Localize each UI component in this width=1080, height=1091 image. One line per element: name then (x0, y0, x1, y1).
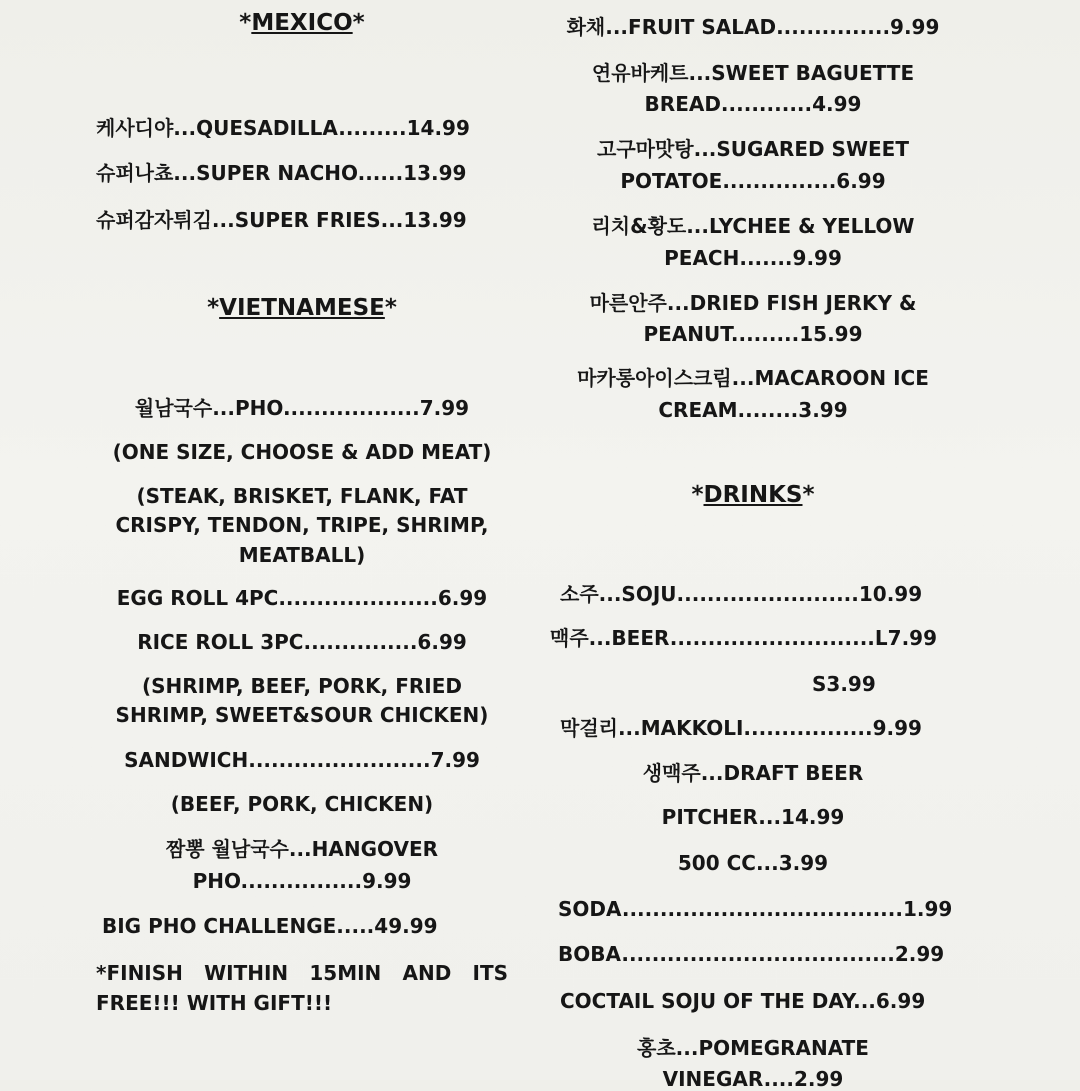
menu-item-super-fries: 슈퍼감자튀김...SUPER FRIES...13.99 (96, 208, 467, 232)
drink-pomegranate-vinegar-2: VINEGAR....2.99 (662, 1067, 844, 1091)
menu-item-sandwich: SANDWICH........................7.99 (124, 748, 480, 772)
menu-item-lychee-2: PEACH.......9.99 (664, 246, 842, 270)
menu-item-fish-jerky-2: PEANUT.........15.99 (643, 322, 863, 346)
vietnamese-heading: *VIETNAMESE* (207, 295, 397, 321)
drink-pitcher: PITCHER...14.99 (661, 805, 845, 829)
menu-item-pho: 월남국수...PHO..................7.99 (134, 396, 470, 420)
drink-beer: 맥주...BEER...........................L7.99 (550, 626, 937, 650)
drink-pomegranate-vinegar-1: 홍초...POMEGRANATE (637, 1036, 869, 1060)
challenge-note-1: *FINISH WITHIN 15MIN AND ITS (96, 961, 508, 985)
menu-item-lychee-1: 리치&황도...LYCHEE & YELLOW (591, 214, 915, 238)
drink-soda: SODA.....................................1.99 (558, 897, 953, 921)
menu-item-macaroon-2: CREAM........3.99 (658, 398, 848, 422)
drink-makkoli: 막걸리...MAKKOLI.................9.99 (560, 716, 922, 740)
rice-roll-options-1: (SHRIMP, BEEF, PORK, FRIED (141, 674, 463, 698)
menu-item-sweet-potato-1: 고구마맛탕...SUGARED SWEET (597, 137, 909, 161)
drink-500cc: 500 CC...3.99 (677, 851, 829, 875)
menu-item-sweet-baguette-1: 연유바케트...SWEET BAGUETTE (591, 61, 915, 85)
pho-note: (ONE SIZE, CHOOSE & ADD MEAT) (112, 440, 492, 464)
menu-item-fruit-salad: 화채...FRUIT SALAD...............9.99 (566, 15, 940, 39)
menu-item-big-pho-challenge: BIG PHO CHALLENGE.....49.99 (102, 914, 438, 938)
menu-item-rice-roll: RICE ROLL 3PC...............6.99 (137, 630, 467, 654)
mexico-heading: *MEXICO* (239, 10, 365, 36)
pho-meats-line-1: (STEAK, BRISKET, FLANK, FAT (136, 484, 468, 508)
menu-item-macaroon-1: 마카롱아이스크림...MACAROON ICE (577, 366, 929, 390)
drink-soju: 소주...SOJU........................10.99 (560, 582, 923, 606)
drink-beer-small: S3.99 (812, 672, 876, 696)
rice-roll-options-2: SHRIMP, SWEET&SOUR CHICKEN) (115, 703, 489, 727)
menu-item-hangover-pho-1: 짬뽕 월남국수...HANGOVER (165, 837, 439, 861)
menu-item-sweet-baguette-2: BREAD............4.99 (644, 92, 862, 116)
menu-item-egg-roll: EGG ROLL 4PC.....................6.99 (116, 586, 488, 610)
menu-item-sweet-potato-2: POTATOE...............6.99 (620, 169, 886, 193)
sandwich-options: (BEEF, PORK, CHICKEN) (170, 792, 434, 816)
drink-draft-beer: 생맥주...DRAFT BEER (642, 761, 864, 785)
menu-item-super-nacho: 슈퍼나쵸...SUPER NACHO......13.99 (96, 161, 467, 185)
drinks-heading: *DRINKS* (691, 482, 815, 508)
menu-item-hangover-pho-2: PHO................9.99 (192, 869, 412, 893)
drink-boba: BOBA....................................2.99 (558, 942, 945, 966)
pho-meats-line-3: MEATBALL) (238, 543, 366, 567)
menu-item-quesadilla: 케사디야...QUESADILLA.........14.99 (96, 116, 470, 140)
challenge-note-2: FREE!!! WITH GIFT!!! (96, 991, 333, 1015)
menu-item-fish-jerky-1: 마른안주...DRIED FISH JERKY & (589, 291, 917, 315)
drink-cocktail-soju: COCTAIL SOJU OF THE DAY...6.99 (560, 989, 926, 1013)
pho-meats-line-2: CRISPY, TENDON, TRIPE, SHRIMP, (115, 513, 489, 537)
